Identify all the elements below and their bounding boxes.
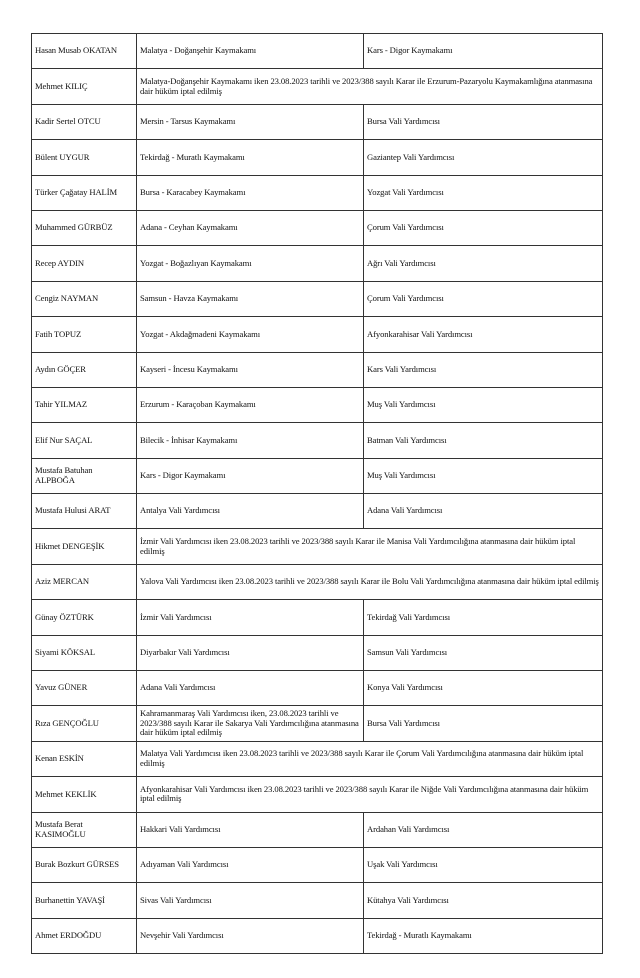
- table-row: [32, 387, 603, 422]
- current-post-cell: Sivas Vali Yardımcısı: [137, 883, 364, 918]
- annulment-note-cell: İzmir Vali Yardımcısı iken 23.08.2023 tarihli ve 2023/388 sayılı Karar ile Manisa Vali Yardımcılığına atanmasına dair hüküm iptal edilmiş: [137, 529, 603, 564]
- person-name-cell: Burhanettin YAVAŞİ: [32, 883, 137, 918]
- table-row: [32, 529, 603, 564]
- person-name-cell: Mustafa Batuhan ALPBOĞA: [32, 458, 137, 493]
- person-name-cell: Yavuz GÜNER: [32, 671, 137, 706]
- table-row: [32, 423, 603, 458]
- appointment-table-body: [32, 34, 603, 954]
- person-name-cell: Aydın GÖÇER: [32, 352, 137, 387]
- person-name-cell: Kadir Sertel OTCU: [32, 104, 137, 139]
- table-row: [32, 104, 603, 139]
- person-name-cell: Siyami KÖKSAL: [32, 635, 137, 670]
- person-name-cell: Mustafa Hulusi ARAT: [32, 494, 137, 529]
- current-post-cell: Antalya Vali Yardımcısı: [137, 494, 364, 529]
- new-post-cell: Bursa Vali Yardımcısı: [364, 706, 603, 741]
- current-post-cell: Kayseri - İncesu Kaymakamı: [137, 352, 364, 387]
- table-row: [32, 918, 603, 953]
- current-post-cell: Nevşehir Vali Yardımcısı: [137, 918, 364, 953]
- new-post-cell: Kütahya Vali Yardımcısı: [364, 883, 603, 918]
- annulment-note-cell: Afyonkarahisar Vali Yardımcısı iken 23.08.2023 tarihli ve 2023/388 sayılı Karar ile Niğde Vali Yardımcılığına atanmasına dair hüküm iptal edilmiş: [137, 777, 603, 812]
- new-post-cell: Muş Vali Yardımcısı: [364, 458, 603, 493]
- annulment-note-cell: Yalova Vali Yardımcısı iken 23.08.2023 tarihli ve 2023/388 sayılı Karar ile Bolu Vali Yardımcılığına atanmasına dair hüküm iptal edilmiş: [137, 564, 603, 599]
- table-row: [32, 564, 603, 599]
- table-row: [32, 741, 603, 776]
- person-name-cell: Mehmet KILIÇ: [32, 69, 137, 104]
- person-name-cell: Hasan Musab OKATAN: [32, 34, 137, 69]
- current-post-cell: Kahramanmaraş Vali Yardımcısı iken, 23.08.2023 tarihli ve 2023/388 sayılı Karar ile Sakarya Vali Yardımcılığına atanmasına dair hüküm iptal edilmiş: [137, 706, 364, 741]
- person-name-cell: Rıza GENÇOĞLU: [32, 706, 137, 741]
- current-post-cell: Adana Vali Yardımcısı: [137, 671, 364, 706]
- table-row: [32, 706, 603, 741]
- table-row: [32, 281, 603, 316]
- table-row: [32, 317, 603, 352]
- new-post-cell: Kars Vali Yardımcısı: [364, 352, 603, 387]
- new-post-cell: Ağrı Vali Yardımcısı: [364, 246, 603, 281]
- current-post-cell: Malatya - Doğanşehir Kaymakamı: [137, 34, 364, 69]
- new-post-cell: Adana Vali Yardımcısı: [364, 494, 603, 529]
- table-row: [32, 210, 603, 245]
- current-post-cell: Samsun - Havza Kaymakamı: [137, 281, 364, 316]
- person-name-cell: Muhammed GÜRBÜZ: [32, 210, 137, 245]
- new-post-cell: Tekirdağ - Muratlı Kaymakamı: [364, 918, 603, 953]
- new-post-cell: Gaziantep Vali Yardımcısı: [364, 140, 603, 175]
- person-name-cell: Bülent UYGUR: [32, 140, 137, 175]
- new-post-cell: Uşak Vali Yardımcısı: [364, 847, 603, 882]
- table-row: [32, 777, 603, 812]
- person-name-cell: Hikmet DENGEŞİK: [32, 529, 137, 564]
- annulment-note-cell: Malatya Vali Yardımcısı iken 23.08.2023 tarihli ve 2023/388 sayılı Karar ile Çorum Vali Yardımcılığına atanmasına dair hüküm iptal edilmiş: [137, 741, 603, 776]
- current-post-cell: Bursa - Karacabey Kaymakamı: [137, 175, 364, 210]
- person-name-cell: Kenan ESKİN: [32, 741, 137, 776]
- new-post-cell: Bursa Vali Yardımcısı: [364, 104, 603, 139]
- person-name-cell: Recep AYDIN: [32, 246, 137, 281]
- new-post-cell: Çorum Vali Yardımcısı: [364, 210, 603, 245]
- new-post-cell: Ardahan Vali Yardımcısı: [364, 812, 603, 847]
- new-post-cell: Kars - Digor Kaymakamı: [364, 34, 603, 69]
- table-row: [32, 494, 603, 529]
- table-row: [32, 600, 603, 635]
- person-name-cell: Türker Çağatay HALİM: [32, 175, 137, 210]
- person-name-cell: Burak Bozkurt GÜRSES: [32, 847, 137, 882]
- person-name-cell: Tahir YILMAZ: [32, 387, 137, 422]
- person-name-cell: Ahmet ERDOĞDU: [32, 918, 137, 953]
- person-name-cell: Mehmet KEKLİK: [32, 777, 137, 812]
- current-post-cell: Mersin - Tarsus Kaymakamı: [137, 104, 364, 139]
- new-post-cell: Batman Vali Yardımcısı: [364, 423, 603, 458]
- new-post-cell: Tekirdağ Vali Yardımcısı: [364, 600, 603, 635]
- table-row: [32, 69, 603, 104]
- current-post-cell: Yozgat - Boğazlıyan Kaymakamı: [137, 246, 364, 281]
- table-row: [32, 812, 603, 847]
- annulment-note-cell: Malatya-Doğanşehir Kaymakamı iken 23.08.2023 tarihli ve 2023/388 sayılı Karar ile Erzurum-Pazaryolu Kaymakamlığına atanmasına dair hüküm iptal edilmiş: [137, 69, 603, 104]
- current-post-cell: Adıyaman Vali Yardımcısı: [137, 847, 364, 882]
- table-row: [32, 140, 603, 175]
- table-row: [32, 847, 603, 882]
- current-post-cell: Kars - Digor Kaymakamı: [137, 458, 364, 493]
- table-row: [32, 175, 603, 210]
- current-post-cell: Bilecik - İnhisar Kaymakamı: [137, 423, 364, 458]
- current-post-cell: Yozgat - Akdağmadeni Kaymakamı: [137, 317, 364, 352]
- appointment-table: [31, 33, 603, 954]
- current-post-cell: Erzurum - Karaçoban Kaymakamı: [137, 387, 364, 422]
- table-row: [32, 635, 603, 670]
- current-post-cell: Hakkari Vali Yardımcısı: [137, 812, 364, 847]
- person-name-cell: Aziz MERCAN: [32, 564, 137, 599]
- current-post-cell: Diyarbakır Vali Yardımcısı: [137, 635, 364, 670]
- person-name-cell: Günay ÖZTÜRK: [32, 600, 137, 635]
- person-name-cell: Cengiz NAYMAN: [32, 281, 137, 316]
- table-row: [32, 883, 603, 918]
- table-row: [32, 34, 603, 69]
- current-post-cell: Adana - Ceyhan Kaymakamı: [137, 210, 364, 245]
- table-row: [32, 671, 603, 706]
- person-name-cell: Mustafa Berat KASIMOĞLU: [32, 812, 137, 847]
- table-row: [32, 458, 603, 493]
- person-name-cell: Fatih TOPUZ: [32, 317, 137, 352]
- new-post-cell: Afyonkarahisar Vali Yardımcısı: [364, 317, 603, 352]
- current-post-cell: Tekirdağ - Muratlı Kaymakamı: [137, 140, 364, 175]
- new-post-cell: Konya Vali Yardımcısı: [364, 671, 603, 706]
- table-row: [32, 246, 603, 281]
- new-post-cell: Yozgat Vali Yardımcısı: [364, 175, 603, 210]
- new-post-cell: Muş Vali Yardımcısı: [364, 387, 603, 422]
- current-post-cell: İzmir Vali Yardımcısı: [137, 600, 364, 635]
- table-row: [32, 352, 603, 387]
- person-name-cell: Elif Nur SAÇAL: [32, 423, 137, 458]
- new-post-cell: Samsun Vali Yardımcısı: [364, 635, 603, 670]
- new-post-cell: Çorum Vali Yardımcısı: [364, 281, 603, 316]
